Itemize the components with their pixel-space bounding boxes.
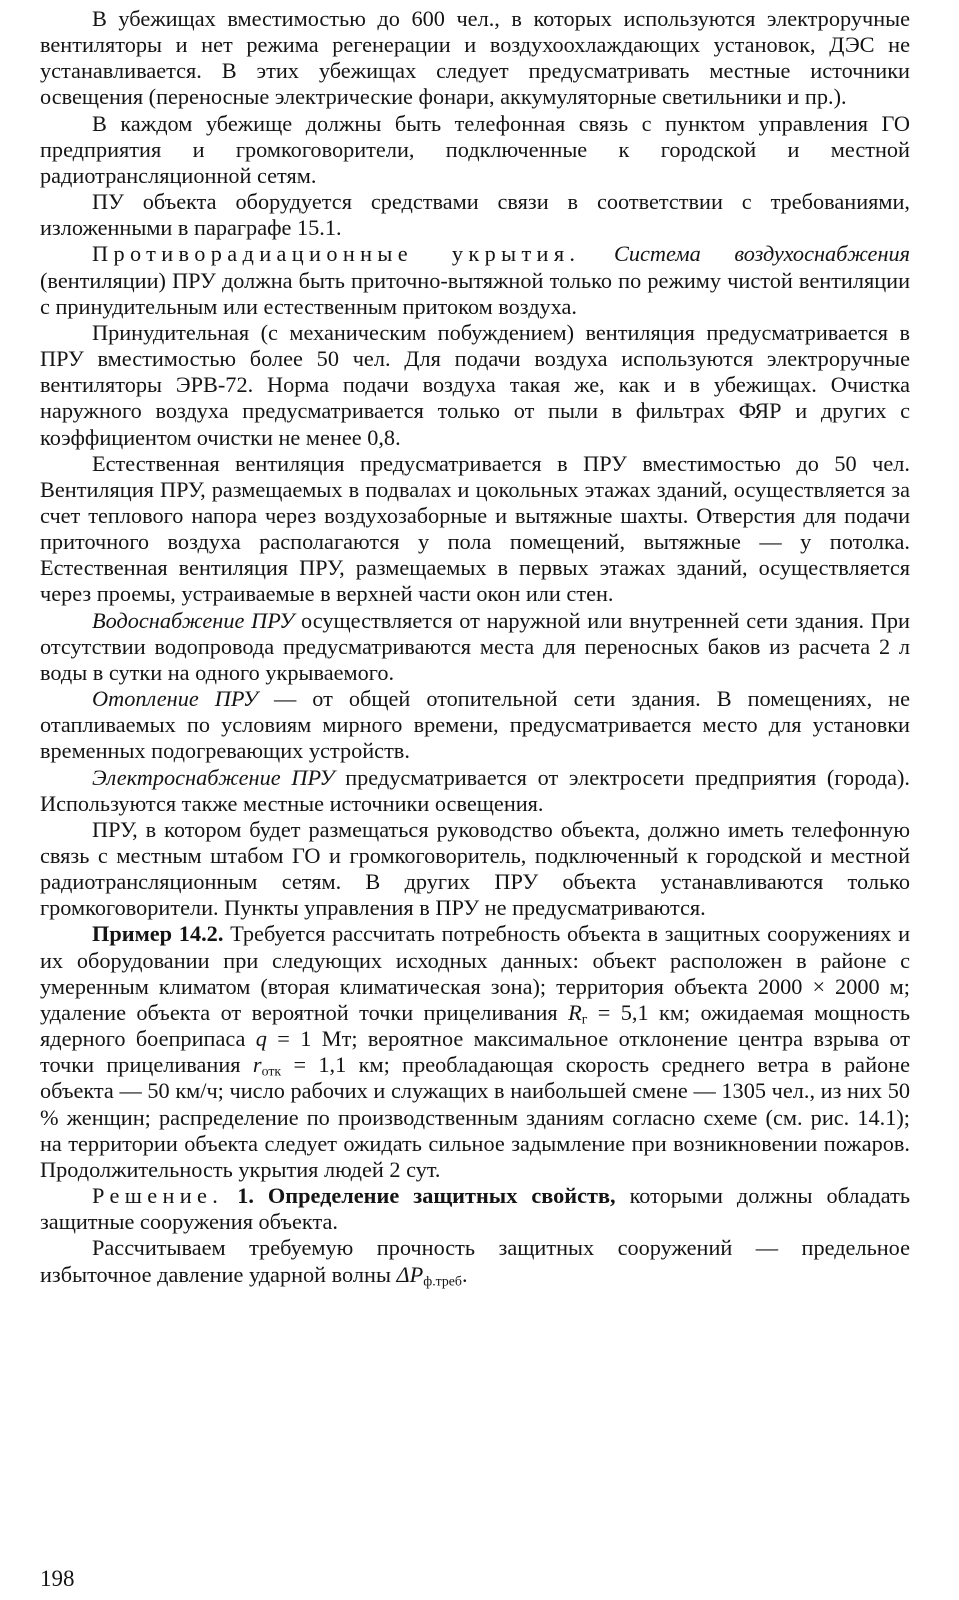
solution-label: Решение. xyxy=(92,1183,224,1209)
paragraph-radiation-shelters xyxy=(40,241,910,319)
term-air-supply: Система воздухоснабжения xyxy=(614,241,911,267)
paragraph-natural-ventilation: Естественная вентиляция предусматривается в ПРУ вместимостью до 50 чел. Вентиляция ПРУ, размещаемых в подвалах и цокольных этажах зданий, осуществляется за счет теплового напора через воздухозаборные и вытяжные шахты. Отверстия для подачи приточного воздуха располагаются у пола помещений, вытяжные — у потолка. Естественная вентиляция ПРУ, размещаемых в первых этажах зданий, осуществляется через проемы, устраиваемые в верхней части окон или стен. xyxy=(40,450,910,607)
symbol-r-otk-subscript: отк xyxy=(261,1063,282,1079)
term-heating: Отопление ПРУ xyxy=(92,686,258,712)
paragraph-dac-shelters: В убежищах вместимостью до 600 чел., в которых используются электроручные вентиляторы и нет режима регенерации и воздухоохлаждающих установок, ДЭС не устанавливается. В этих убежищах следует предусматривать местные источники освещения (переносные электрические фонари, аккумуляторные светильники и пр.). xyxy=(40,6,910,110)
paragraph-forced-ventilation: Принудительная (с механическим побуждением) вентиляция предусматривается в ПРУ вместимостью более 50 чел. Для подачи воздуха используются электроручные вентиляторы ЭРВ-72. Норма подачи воздуха такая же, как и в убежищах. Очистка наружного воздуха предусматривается только от пыли в фильтрах ФЯР и других с коэффициентом очистки не менее 0,8. xyxy=(40,319,910,450)
paragraph-text: = 5,1 км; ожидаемая мощность ядерного боеприпаса xyxy=(40,999,910,1052)
symbol-r-subscript: г xyxy=(581,1011,588,1027)
paragraph-text: = 1 Мт; вероятное максимальное отклонение центра взрыва от точки прицеливания xyxy=(40,1026,911,1078)
symbol-delta-p-subscript: ф.треб xyxy=(423,1272,462,1288)
example-label: Пример 14.2. xyxy=(92,921,224,947)
paragraph-strength-calc xyxy=(40,1235,910,1287)
paragraph-heating xyxy=(40,686,910,764)
paragraph-text: предусматривается от электросети предприятия (города). Используются также местные источники освещения. xyxy=(40,764,910,816)
paragraph-power-supply xyxy=(40,765,910,817)
paragraph-text: = 1,1 км; преобладающая скорость среднего ветра в районе объекта — 50 км/ч; число рабочих и служащих в наибольшей смене — 1305 чел., из них 50 % женщин; распределение по производственным зданиям согласно схеме (см. рис. 14.1); на территории объекта следует ожидать сильное задымление при возникновении пожаров. Продолжительность укрытия людей 2 сут. xyxy=(40,1052,910,1182)
paragraph-text: . xyxy=(461,1261,468,1287)
page-number: 198 xyxy=(40,1566,75,1591)
paragraph-management-shelter: ПРУ, в котором будет размещаться руководство объекта, должно иметь телефонную связь с местным штабом ГО и громкоговоритель, подключенный к городской и местной радиотрансляционным сетям. В других ПРУ объекта устанавливаются только громкоговорители. Пункты управления в ПРУ не предусматриваются. xyxy=(40,816,910,921)
symbol-r-otk: r xyxy=(252,1052,262,1078)
paragraph-text: Рассчитываем требуемую прочность защитных сооружений — предельное избыточное давление ударной волны xyxy=(40,1235,910,1287)
paragraph-text: — от общей отопительной сети здания. В помещениях, не отапливаемых по условиям мирного времени, предусматривается место для установки временных подогревающих устройств. xyxy=(40,686,910,764)
solution-step-title: 1. Определение защитных свойств, xyxy=(223,1183,616,1209)
symbol-delta-p: ΔP xyxy=(396,1261,424,1287)
page-body xyxy=(40,6,910,1288)
paragraph-water-supply xyxy=(40,608,910,686)
paragraph-control-point: ПУ объекта оборудуется средствами связи в соответствии с требованиями, изложенными в параграфе 15.1. xyxy=(40,189,910,241)
paragraph-telephone-link: В каждом убежище должны быть телефонная связь с пунктом управления ГО предприятия и громкоговорители, подключенные к городской и местной радиотрансляционной сетям. xyxy=(40,110,910,188)
symbol-q: q xyxy=(255,1026,267,1052)
paragraph-text: которыми должны обладать защитные сооружения объекта. xyxy=(40,1183,911,1235)
term-power-supply: Электроснабжение ПРУ xyxy=(92,764,335,790)
symbol-r: R xyxy=(568,999,582,1025)
section-heading: Противорадиационные укрытия. xyxy=(92,241,581,267)
paragraph-text: (вентиляции) ПРУ должна быть приточно-вытяжной только по режиму чистой вентиляции с принудительным или естественным притоком воздуха. xyxy=(40,267,910,319)
paragraph-solution xyxy=(40,1183,910,1235)
paragraph-text: Требуется рассчитать потребность объекта в защитных сооружениях и их оборудовании при следующих исходных данных: объект расположен в районе с умеренным климатом (вторая климатическая зона); территория объекта 2000 × 2000 м; удаление объекта от вероятной точки прицеливания xyxy=(40,921,910,1025)
paragraph-example xyxy=(40,921,910,1183)
term-water-supply: Водоснабжение ПРУ xyxy=(92,607,295,633)
paragraph-text: осуществляется от наружной или внутренней сети здания. При отсутствии водопровода предусматриваются места для переносных баков из расчета 2 л воды в сутки на одного укрываемого. xyxy=(40,607,910,685)
